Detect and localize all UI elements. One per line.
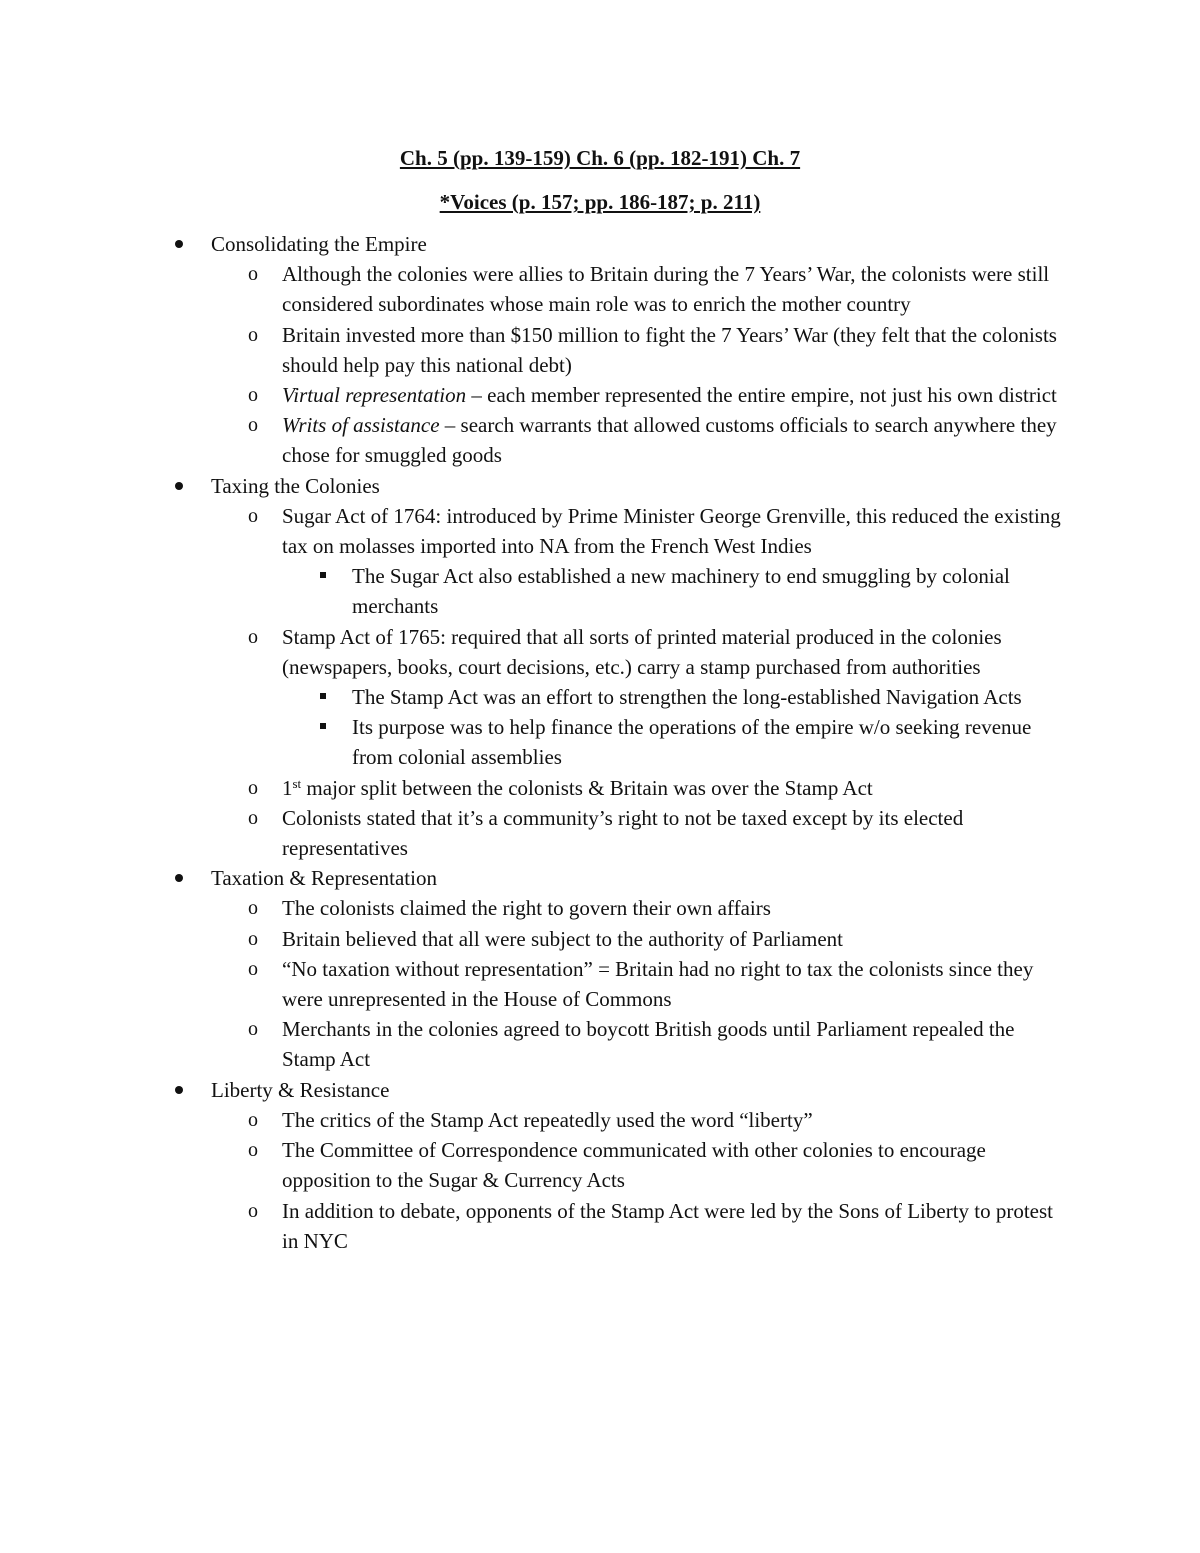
list-item-text: Colonists stated that it’s a community’s right to not be taxed except by its elected representatives <box>282 805 964 861</box>
list-item-text: Although the colonies were allies to Britain during the 7 Years’ War, the colonists were still considered subordinates whose main role was to enrich the mother country <box>282 262 1050 317</box>
list-item-text: The colonists claimed the right to govern their own affairs <box>282 896 771 921</box>
list-item <box>0 320 1062 380</box>
section-heading <box>0 471 1061 501</box>
list-item-text: In addition to debate, opponents of the Stamp Act were led by the Sons of Liberty to protest in NYC <box>282 1198 1054 1253</box>
circle-bullet-icon: o <box>248 776 258 799</box>
list-item-text: Virtual representation – each member represented the entire empire, not just his own district <box>282 383 1057 408</box>
list-item-text: Merchants in the colonies agreed to boycott British goods until Parliament repealed the Stamp Act <box>282 1017 1015 1072</box>
sub-list-item-text: The Sugar Act also established a new machinery to end smuggling by colonial merchants <box>352 564 1010 619</box>
bullet-icon <box>172 229 186 259</box>
section-heading-text: Taxation & Representation <box>211 866 437 891</box>
ordinal-number: 1 <box>282 775 293 800</box>
square-bullet-icon <box>318 561 328 591</box>
circle-bullet-icon: o <box>248 1108 258 1131</box>
bullet-icon <box>172 863 186 893</box>
sub-list-item-text: Its purpose was to help finance the operations of the empire w/o seeking revenue from colonial assemblies <box>352 715 1032 770</box>
section-heading <box>0 863 1061 893</box>
ordinal-suffix: st <box>292 775 302 791</box>
circle-bullet-icon: o <box>248 384 258 407</box>
list-item <box>0 954 1062 1014</box>
circle-bullet-icon: o <box>248 897 258 920</box>
list-item <box>0 380 1062 410</box>
circle-bullet-icon: o <box>248 1139 258 1162</box>
section-heading <box>0 1075 1061 1105</box>
list-item-text: “No taxation without representation” = Britain had no right to tax the colonists since they were unrepresented in the House of Commons <box>282 956 1034 1012</box>
bullet-icon <box>172 1075 186 1105</box>
section-heading <box>0 229 1061 259</box>
key-term: Writs of assistance <box>282 413 440 438</box>
circle-bullet-icon: o <box>248 323 258 346</box>
list-item <box>0 893 1062 923</box>
page-subtitle: *Voices (p. 157; pp. 186-187; p. 211) <box>439 190 761 214</box>
key-term: Virtual representation <box>282 383 467 408</box>
sub-list-item <box>0 682 1062 712</box>
bullet-icon <box>172 471 186 501</box>
circle-bullet-icon: o <box>248 263 258 286</box>
list-item <box>0 501 1062 561</box>
section-heading-text: Consolidating the Empire <box>211 232 427 256</box>
sub-list-item <box>0 712 1062 772</box>
list-item <box>0 410 1062 470</box>
list-item <box>0 1135 1062 1195</box>
list-item-text: The Committee of Correspondence communicated with other colonies to encourage opposition to the Sugar & Currency Acts <box>282 1138 986 1193</box>
list-item <box>0 622 1062 682</box>
list-item-text: Britain invested more than $150 million to fight the 7 Years’ War (they felt that the colonists should help pay this national debt) <box>282 322 1057 377</box>
list-item <box>0 773 1062 803</box>
section-heading-text: Taxing the Colonies <box>211 473 380 498</box>
sub-list-item-text: The Stamp Act was an effort to strengthen the long-established Navigation Acts <box>352 685 1022 710</box>
list-item <box>0 1014 1062 1074</box>
notes-outline <box>0 229 1200 1256</box>
list-item <box>0 1105 1062 1135</box>
circle-bullet-icon: o <box>248 957 258 980</box>
list-item-text: Sugar Act of 1764: introduced by Prime Minister George Grenville, this reduced the existing tax on molasses imported into NA from the French West Indies <box>282 503 1061 559</box>
list-item <box>0 1196 1062 1256</box>
circle-bullet-icon: o <box>248 927 258 950</box>
circle-bullet-icon: o <box>248 625 258 648</box>
circle-bullet-icon: o <box>248 504 258 527</box>
list-item-text: Writs of assistance – search warrants that allowed customs officials to search anywhere they chose for smuggled goods <box>282 413 1057 468</box>
list-item-text: Britain believed that all were subject to the authority of Parliament <box>282 926 843 951</box>
circle-bullet-icon: o <box>248 1199 258 1222</box>
circle-bullet-icon: o <box>248 806 258 829</box>
list-item <box>0 803 1062 863</box>
list-item-text: Stamp Act of 1765: required that all sorts of printed material produced in the colonies (newspapers, books, court decisions, etc.) carry a stamp purchased from authorities <box>282 624 1002 679</box>
list-item <box>0 924 1062 954</box>
list-item-text: 1st major split between the colonists & Britain was over the Stamp Act <box>282 775 873 800</box>
list-item <box>0 259 1062 319</box>
list-item-text: The critics of the Stamp Act repeatedly used the word “liberty” <box>282 1107 813 1132</box>
page-title: Ch. 5 (pp. 139-159) Ch. 6 (pp. 182-191) Ch. 7 <box>399 146 801 170</box>
circle-bullet-icon: o <box>248 414 258 437</box>
sub-list-item <box>0 561 1062 621</box>
circle-bullet-icon: o <box>248 1018 258 1041</box>
square-bullet-icon <box>318 712 328 742</box>
square-bullet-icon <box>318 682 328 712</box>
section-heading-text: Liberty & Resistance <box>211 1077 390 1102</box>
